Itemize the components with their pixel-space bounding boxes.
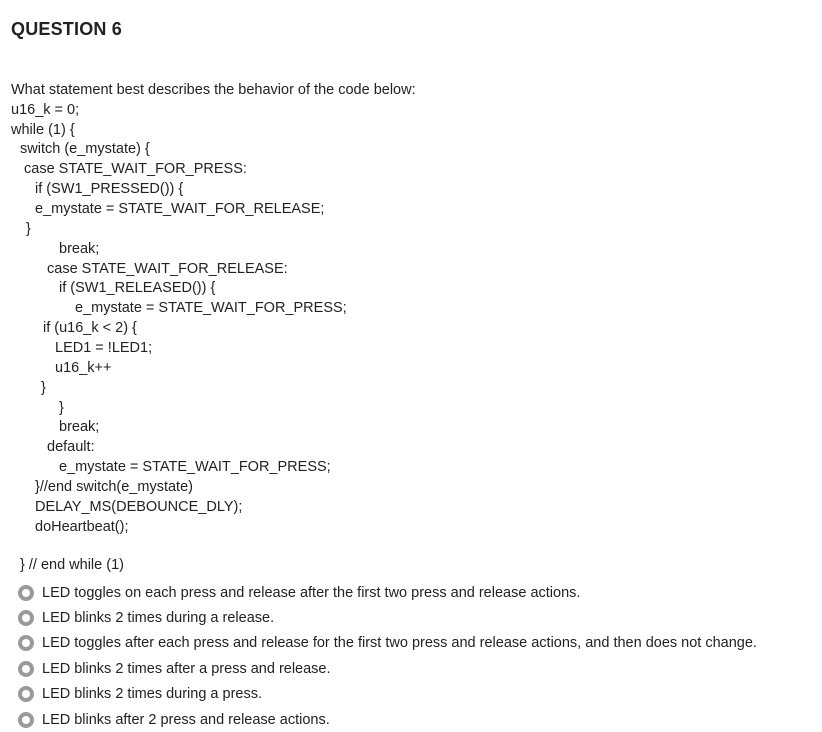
code-line: u16_k++ (55, 360, 112, 376)
radio-button[interactable] (18, 585, 34, 601)
code-line: if (SW1_PRESSED()) { (35, 181, 184, 197)
code-line: e_mystate = STATE_WAIT_FOR_PRESS; (75, 300, 347, 316)
code-line: while (1) { (11, 122, 75, 138)
code-line: doHeartbeat(); (35, 519, 129, 535)
answer-option-6[interactable] (18, 707, 757, 732)
radio-button[interactable] (18, 712, 34, 728)
code-line: DELAY_MS(DEBOUNCE_DLY); (35, 499, 243, 515)
answer-option-label: LED toggles on each press and release after the first two press and release actions. (42, 584, 581, 601)
radio-button[interactable] (18, 661, 34, 677)
answer-options (18, 580, 757, 732)
answer-option-2[interactable] (18, 605, 757, 630)
answer-option-label: LED blinks 2 times during a release. (42, 610, 275, 627)
code-line: case STATE_WAIT_FOR_PRESS: (24, 161, 247, 177)
radio-button[interactable] (18, 635, 34, 651)
question-prompt: What statement best describes the behavior of the code below: (11, 82, 416, 98)
code-line: LED1 = !LED1; (55, 340, 153, 356)
radio-button[interactable] (18, 610, 34, 626)
answer-option-1[interactable] (18, 580, 757, 605)
radio-button[interactable] (18, 686, 34, 702)
answer-option-label: LED blinks 2 times after a press and release. (42, 660, 331, 677)
answer-option-label: LED blinks 2 times during a press. (42, 686, 263, 703)
code-line: u16_k = 0; (11, 102, 80, 118)
code-line: } (26, 221, 31, 237)
answer-option-label: LED toggles after each press and release for the first two press and release actions, and then does not change. (42, 635, 757, 652)
code-line: e_mystate = STATE_WAIT_FOR_RELEASE; (35, 201, 325, 217)
code-line: } (59, 400, 64, 416)
question-title: QUESTION 6 (11, 19, 123, 39)
code-line: }//end switch(e_mystate) (35, 479, 193, 495)
code-line: switch (e_mystate) { (20, 141, 150, 157)
answer-option-label: LED blinks after 2 press and release actions. (42, 711, 330, 728)
answer-option-4[interactable] (18, 656, 757, 681)
code-line: } // end while (1) (20, 557, 124, 573)
answer-option-5[interactable] (18, 682, 757, 707)
code-line: case STATE_WAIT_FOR_RELEASE: (47, 261, 288, 277)
code-line: e_mystate = STATE_WAIT_FOR_PRESS; (59, 459, 331, 475)
code-line: if (u16_k < 2) { (43, 320, 137, 336)
answer-option-3[interactable] (18, 631, 757, 656)
code-line: break; (59, 419, 100, 435)
code-line: default: (47, 439, 95, 455)
code-line: } (41, 380, 46, 396)
code-line: break; (59, 241, 100, 257)
code-line: if (SW1_RELEASED()) { (59, 280, 216, 296)
